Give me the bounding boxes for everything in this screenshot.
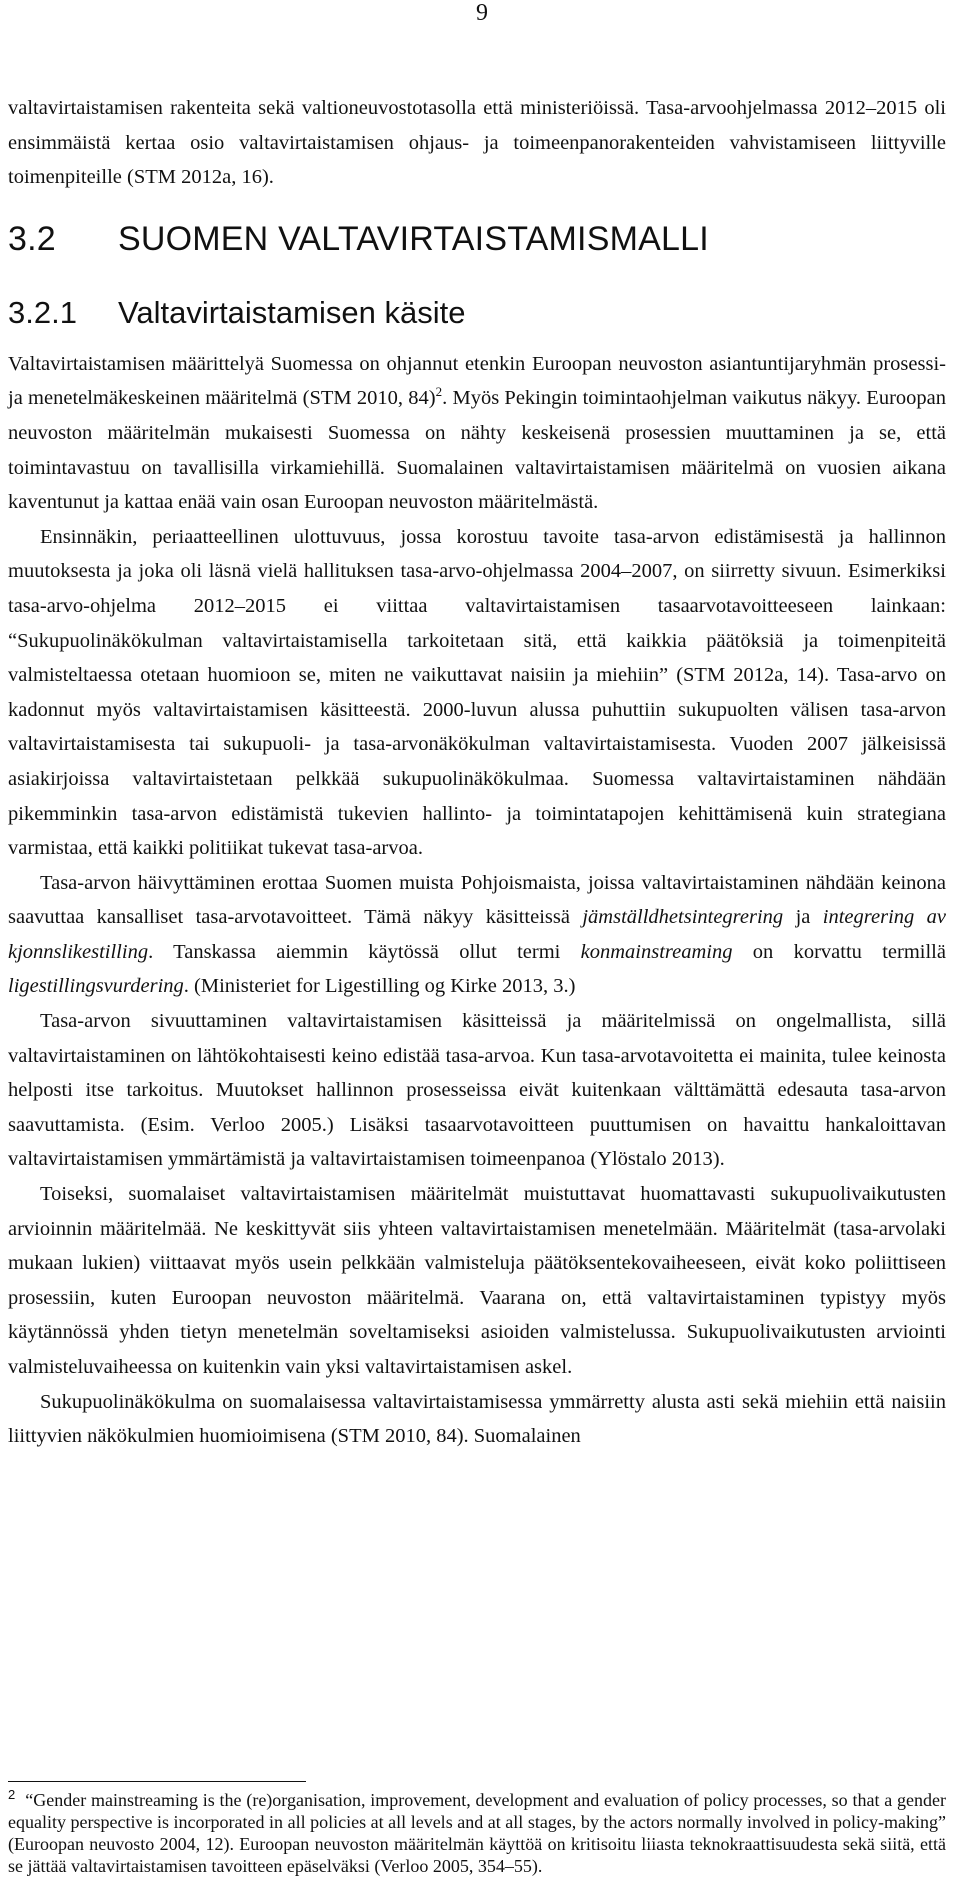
danish-former-term: konmainstreaming xyxy=(580,940,733,963)
body-paragraph-6: Sukupuolinäkökulma on suomalaisessa valtavirtaistamisessa ymmärretty alusta asti sekä miehiin että naisiin liittyvien näkökulmien huomioimisena (STM 2010, 84). Suomalainen xyxy=(8,1390,946,1448)
page-number: 9 xyxy=(476,0,488,26)
norwegian-term: integrering av kjonnslikestilling xyxy=(8,906,947,963)
intro-paragraph: valtavirtaistamisen rakenteita sekä valtioneuvostotasolla että ministeriöissä. Tasa-arvoohjelmassa 2012–2015 oli ensimmäistä kertaa osio valtavirtaistamisen ohjaus- ja toimeenpanorakenteiden vahvistamiseen liittyville toimenpiteille (STM 2012a, 16). xyxy=(8,97,946,189)
subsection-heading xyxy=(8,295,946,331)
subsection-number: 3.2.1 xyxy=(8,294,77,330)
section-heading xyxy=(8,219,946,259)
body-paragraph-2: Ensinnäkin, periaatteellinen ulottuvuus, jossa korostuu tavoite tasa-arvon edistämisestä ja hallinnon muutoksesta ja joka oli läsnä vielä hallituksen tasa-arvo-ohjelmassa 2004–2007, on siirretty sivuun. Esimerkiksi tasa-arvo-ohjelma 2012–2015 ei viittaa valtavirtaistamisen tasaarvotavoitteeseen lainkaan: “Sukupuolinäkökulman valtavirtaistamisella tarkoitetaan sitä, että kaikkia päätöksiä ja toimenpiteitä valmisteltaessa otetaan huomioon se, miten ne vaikuttavat naisiin ja miehiin” (STM 2012a, 14). Tasa-arvo on kadonnut myös valtavirtaistamisen käsitteestä. 2000-luvun alussa puhuttiin sukupuolten välisen tasa-arvon valtavirtaistamisesta tai sukupuoli- ja tasa-arvonäkökulman valtavirtaistamisesta. Vuoden 2007 jälkeisissä asiakirjoissa valtavirtaistetaan pelkkää sukupuolinäkökulmaa. Suomessa valtavirtaistaminen nähdään pikemminkin tasa-arvon edistämistä tukevien hallinto- ja toimintatapojen kehittämisenä kuin strategiana varmistaa, että kaikki politiikat tukevat tasa-arvoa. xyxy=(8,525,946,860)
danish-current-term: ligestillingsvurdering xyxy=(8,975,184,998)
section-title: SUOMEN VALTAVIRTAISTAMISMALLI xyxy=(118,219,709,258)
body-paragraph-1 xyxy=(8,347,946,520)
body-paragraph-3 xyxy=(8,866,946,1004)
footnote-text: “Gender mainstreaming is the (re)organisation, improvement, development and evaluation of policy processes, so that a gender equality perspective is incorporated in all policies at all levels and at all stages, by the actors normally involved in policy-making” (Euroopan neuvosto 2004, 12). Euroopan neuvoston määritelmän käyttöä on kritisoitu liiasta teknokraattisuudesta sekä siitä, että se jättää valtavirtaistamisen tavoitteen epäselväksi (Verloo 2005, 354–55). xyxy=(8,1790,946,1876)
section-number: 3.2 xyxy=(8,219,56,258)
body-paragraph-4: Tasa-arvon sivuuttaminen valtavirtaistamisen käsitteissä ja määritelmissä on ongelmallista, sillä valtavirtaistaminen on lähtökohtaisesti keino edistää tasa-arvoa. Kun tasa-arvotavoitetta ei mainita, tulee keinosta helposti itse tarkoitus. Muutokset hallinnon prosesseissa eivät kuitenkaan välttämättä edesauta tasa-arvon saavuttamista. (Esim. Verloo 2005.) Lisäksi tasaarvotavoitteen puuttumisen on havaittu hankaloittavan valtavirtaistamisen ymmärtämistä ja valtavirtaistamisen toimeenpanoa (Ylöstalo 2013). xyxy=(8,1010,946,1171)
footnote xyxy=(8,1789,946,1877)
swedish-term: jämställdhetsintegrering xyxy=(582,906,784,929)
footnote-marker: 2 xyxy=(8,1787,16,1802)
paragraph-1-text-a: Valtavirtaistamisen määrittelyä Suomessa on ohjannut etenkin Euroopan neuvoston asiantuntijaryhmän prosessi- ja menetelmäkeskeinen määritelmä (STM 2010, 84) xyxy=(8,352,946,410)
page-content xyxy=(8,91,946,1454)
footnote-divider xyxy=(8,1781,306,1782)
paragraph-3-text-b: ja xyxy=(783,906,823,929)
paragraph-3-text-d: on korvattu termillä xyxy=(732,940,946,963)
paragraph-3-text-c: . Tanskassa aiemmin käytössä ollut termi xyxy=(148,940,581,963)
footnote-reference: 2 xyxy=(435,384,443,400)
subsection-title: Valtavirtaistamisen käsite xyxy=(118,294,466,330)
paragraph-3-text-a: Tasa-arvon häivyttäminen erottaa Suomen muista Pohjoismaista, joissa valtavirtaistaminen nähdään keinona saavuttaa kansalliset tasa-arvotavoitteet. Tämä näkyy käsitteissä xyxy=(8,871,946,929)
paragraph-1-text-b: . Myös Pekingin toimintaohjelman vaikutus näkyy. Euroopan neuvoston määritelmän mukaisesti Suomessa on nähty keskeisenä prosessien muuttaminen ja se, että toimintavastuu on tavallisilla virkamiehillä. Suomalainen valtavirtaistamisen määritelmä on vuosien aikana kaventunut ja kattaa enää vain osan Euroopan neuvoston määritelmästä. xyxy=(8,387,946,514)
body-paragraph-5: Toiseksi, suomalaiset valtavirtaistamisen määritelmät muistuttavat huomattavasti sukupuolivaikutusten arvioinnin määritelmää. Ne keskittyvät siis yhteen valtavirtaistamisen menetelmään. Määritelmät (tasa-arvolaki mukaan lukien) viittaavat myös usein pelkkään valmisteluja päätöksentekovaiheeseen, eivät koko poliittiseen prosessiin, kuten Euroopan neuvoston määritelmä. Vaarana on, että valtavirtaistaminen typistyy myös käytännössä yhden tietyn menetelmän soveltamiseksi asioiden valmistelussa. Sukupuolivaikutusten arviointi valmisteluvaiheessa on kuitenkin vain yksi valtavirtaistamisen askel. xyxy=(8,1183,946,1378)
paragraph-3-text-e: . (Ministeriet for Ligestilling og Kirke 2013, 3.) xyxy=(183,975,576,998)
